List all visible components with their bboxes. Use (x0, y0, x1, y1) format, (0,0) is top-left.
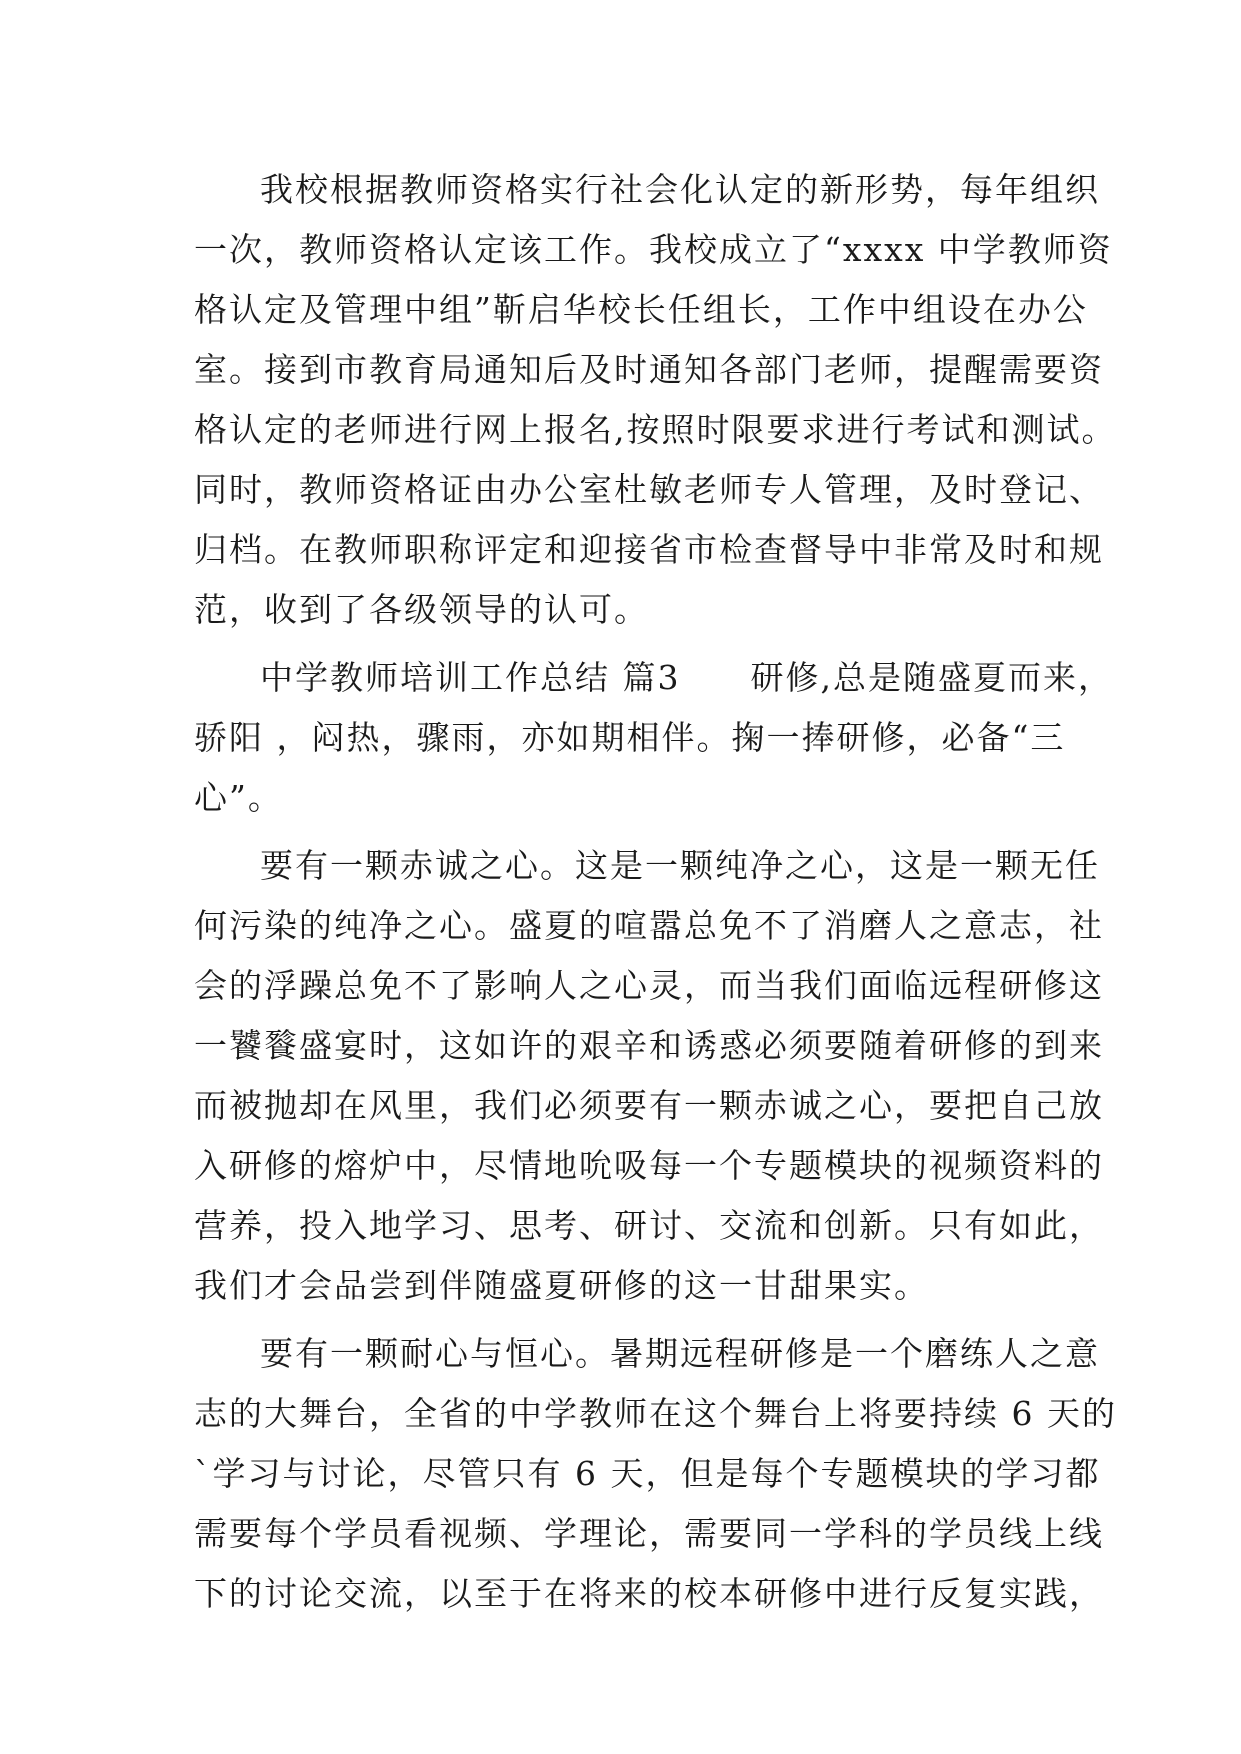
text-line: 要有一颗耐心与恒心。暑期远程研修是一个磨练人之意 (260, 1334, 1100, 1373)
section-heading-line (194, 648, 1113, 708)
text-span: 研修,总是随盛夏而来， (750, 658, 1113, 697)
paragraph-2 (194, 648, 1113, 828)
text-line: 会的浮躁总免不了影响人之心灵，而当我们面临远程研修这 (194, 966, 1104, 1005)
text-line: 下的讨论交流，以至于在将来的校本研修中进行反复实践， (194, 1574, 1104, 1613)
section-heading: 中学教师培训工作总结 篇3 (260, 658, 681, 697)
text-line: 心”。 (194, 778, 283, 817)
text-line: 骄阳 ，闷热，骤雨，亦如期相伴。掬一捧研修，必备“三 (194, 718, 1066, 757)
text-line: 何污染的纯净之心。盛夏的喧嚣总免不了消磨人之意志，社 (194, 906, 1104, 945)
text-line: 格认定的老师进行网上报名,按照时限要求进行考试和测试。 (194, 410, 1117, 449)
text-line: 入研修的熔炉中，尽情地吮吸每一个专题模块的视频资料的 (194, 1146, 1104, 1185)
text-line: `学习与讨论，尽管只有 6 天，但是每个专题模块的学习都 (194, 1454, 1101, 1493)
text-line: 范，收到了各级领导的认可。 (194, 590, 649, 629)
text-line: 一次，教师资格认定该工作。我校成立了“xxxx 中学教师资 (194, 230, 1113, 269)
text-line: 需要每个学员看视频、学理论，需要同一学科的学员线上线 (194, 1514, 1104, 1553)
paragraph-4 (194, 1324, 1117, 1624)
text-line: 格认定及管理中组”靳启华校长任组长，工作中组设在办公 (194, 290, 1088, 329)
text-line: 营养，投入地学习、思考、研讨、交流和创新。只有如此， (194, 1206, 1104, 1245)
text-line: 归档。在教师职称评定和迎接省市检查督导中非常及时和规 (194, 530, 1104, 569)
paragraph-3 (194, 836, 1104, 1316)
text-line: 而被抛却在风里，我们必须要有一颗赤诚之心，要把自己放 (194, 1086, 1104, 1125)
text-line: 要有一颗赤诚之心。这是一颗纯净之心，这是一颗无任 (260, 846, 1100, 885)
document-body (194, 160, 1117, 1624)
text-line: 室。接到市教育局通知后及时通知各部门老师，提醒需要资 (194, 350, 1104, 389)
text-line: 一饕餮盛宴时，这如许的艰辛和诱惑必须要随着研修的到来 (194, 1026, 1104, 1065)
paragraph-1 (194, 160, 1117, 640)
text-line: 我校根据教师资格实行社会化认定的新形势，每年组织 (260, 170, 1100, 209)
text-line: 我们才会品尝到伴随盛夏研修的这一甘甜果实。 (194, 1266, 929, 1305)
text-line: 同时，教师资格证由办公室杜敏老师专人管理，及时登记、 (194, 470, 1104, 509)
text-line: 志的大舞台，全省的中学教师在这个舞台上将要持续 6 天的 (194, 1394, 1117, 1433)
